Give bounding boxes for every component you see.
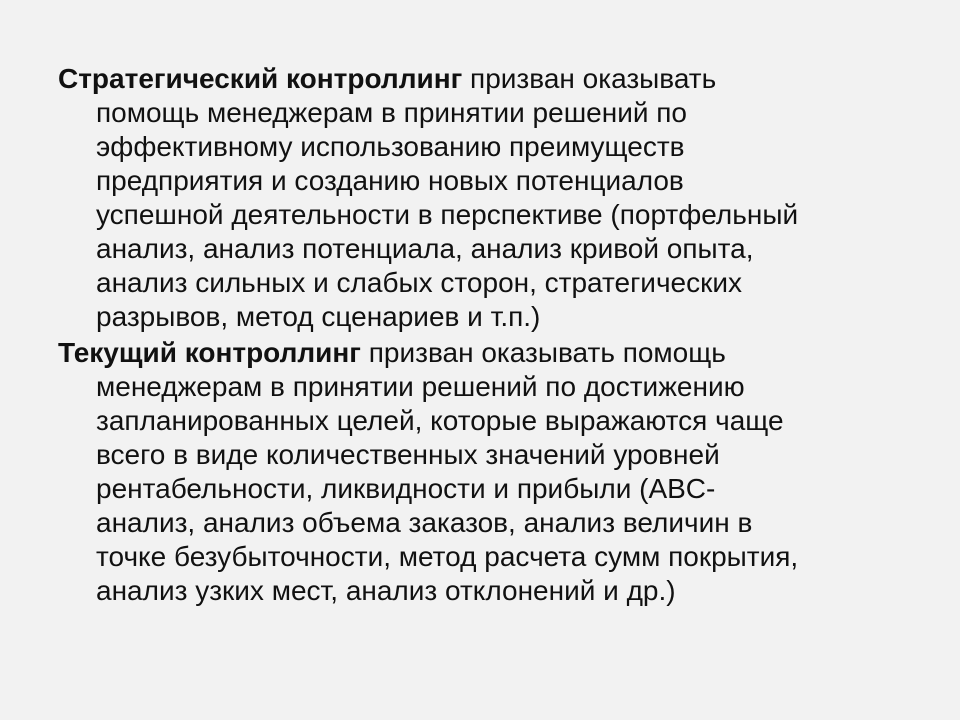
text-line: всего в виде количественных значений уровней: [96, 439, 720, 470]
text-line: рентабельности, ликвидности и прибыли (ABC-: [96, 473, 716, 504]
paragraph-current-controlling: [58, 336, 918, 608]
text-line: анализ, анализ объема заказов, анализ величин в: [96, 507, 753, 538]
text-line: анализ узких мест, анализ отклонений и др.): [96, 575, 676, 606]
slide-body-text: [58, 62, 918, 610]
text-line: предприятия и созданию новых потенциалов: [96, 165, 684, 196]
term-strategic-controlling: Стратегический контроллинг: [58, 63, 463, 94]
text-line: успешной деятельности в перспективе (портфельный: [96, 199, 799, 230]
text-line: призван оказывать помощь: [360, 337, 726, 368]
text-line: призван оказывать: [462, 63, 717, 94]
term-current-controlling: Текущий контроллинг: [58, 337, 361, 368]
text-line: разрывов, метод сценариев и т.п.): [96, 301, 541, 332]
text-line: помощь менеджерам в принятии решений по: [96, 97, 687, 128]
paragraph-strategic-controlling: [58, 62, 918, 334]
text-line: анализ сильных и слабых сторон, стратегических: [96, 267, 742, 298]
text-line: эффективному использованию преимуществ: [96, 131, 685, 162]
text-line: менеджерам в принятии решений по достижению: [96, 371, 745, 402]
text-line: точке безубыточности, метод расчета сумм покрытия,: [96, 541, 799, 572]
text-line: запланированных целей, которые выражаются чаще: [96, 405, 784, 436]
text-line: анализ, анализ потенциала, анализ кривой опыта,: [96, 233, 754, 264]
